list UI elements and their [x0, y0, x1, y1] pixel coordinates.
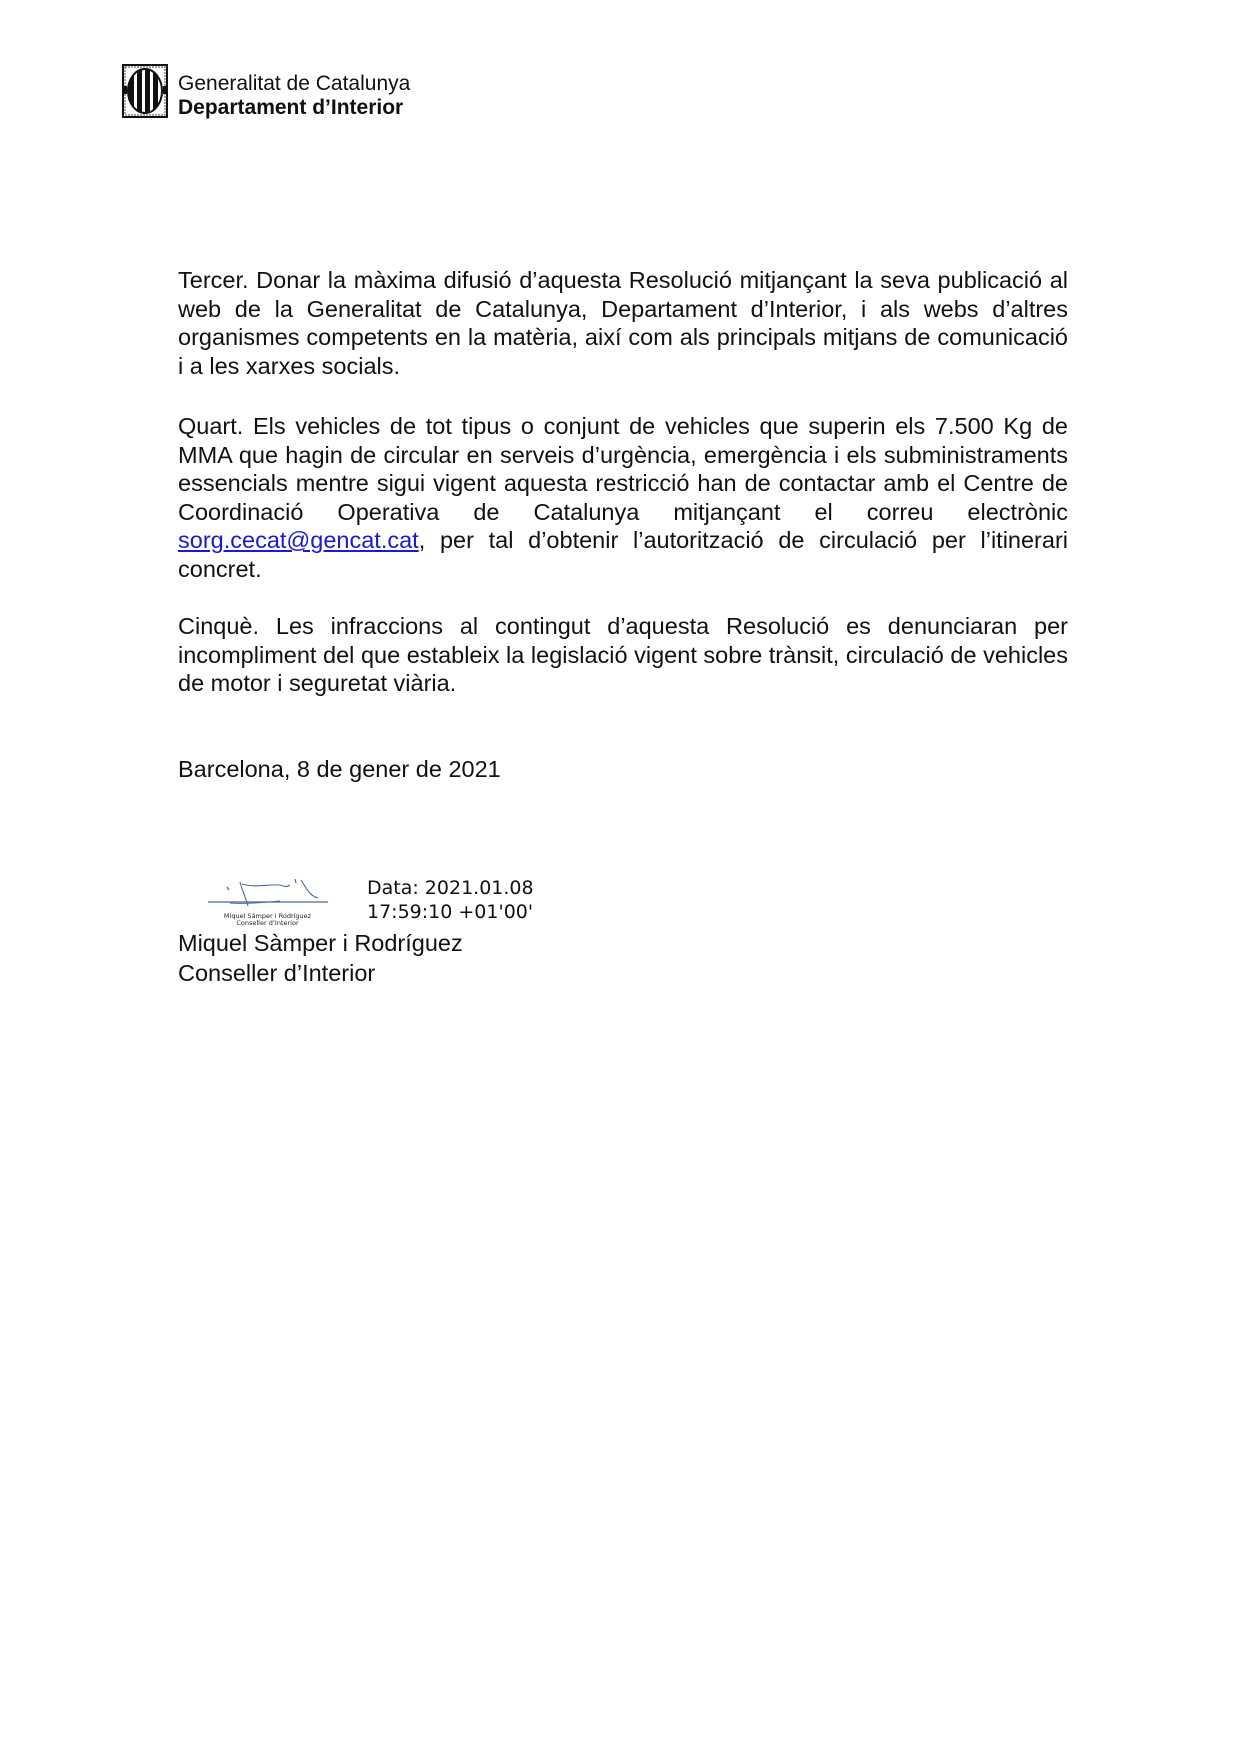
quart-text-after: , per tal d’obtenir l’autorització de circulació per l’itinerari concret. [178, 527, 1068, 582]
org-name: Generalitat de Catalunya [178, 72, 411, 95]
signer-title: Conseller d’Interior [178, 960, 376, 986]
signature-caption [210, 913, 325, 927]
signature-caption-title: Conseller d’Interior [236, 919, 299, 927]
paragraph-tercer-text: Tercer. Donar la màxima difusió d’aquesta Resolució mitjançant la seva publicació al web de la Generalitat de Catalunya, Departament d’Interior, i als webs d’altres organismes competents en la matèria, així com als principals mitjans de comunicació i a les xarxes socials. [178, 267, 1068, 379]
digital-signature-timestamp [367, 876, 534, 924]
department-name: Departament d’Interior [178, 96, 404, 119]
paragraph-quart-text [178, 412, 1068, 584]
signer-block [178, 928, 463, 988]
paragraph-cinque [178, 612, 1068, 698]
paragraph-cinque-text: Cinquè. Les infraccions al contingut d’aquesta Resolució es denunciaran per incompliment del que estableix la legislació vigent sobre trànsit, circulació de vehicles de motor i seguretat viària. [178, 613, 1068, 697]
email-link[interactable]: sorg.cecat@gencat.cat [178, 527, 419, 554]
paragraph-tercer [178, 266, 1068, 380]
letterhead-text [178, 72, 410, 120]
signer-name: Miquel Sàmper i Rodríguez [178, 930, 463, 956]
signature-caption-name: Miquel Sàmper i Rodríguez [223, 912, 312, 920]
signature-date: Data: 2021.01.08 [367, 877, 534, 899]
quart-text-before: Quart. Els vehicles de tot tipus o conjunt de vehicles que superin els 7.500 Kg de MMA que hagin de circular en serveis d’urgència, emergència i els subministraments essencials mentre sigui vigent aquesta restricció han de contactar amb el Centre de Coordinació Operativa de Catalunya mitjançant el correu electrònic [178, 413, 1068, 525]
catalan-coat-of-arms-icon [122, 64, 168, 118]
signature-time: 17:59:10 +01'00' [367, 901, 534, 923]
paragraph-quart [178, 412, 1068, 584]
place-date: Barcelona, 8 de gener de 2021 [178, 756, 501, 782]
letterhead [122, 64, 410, 120]
